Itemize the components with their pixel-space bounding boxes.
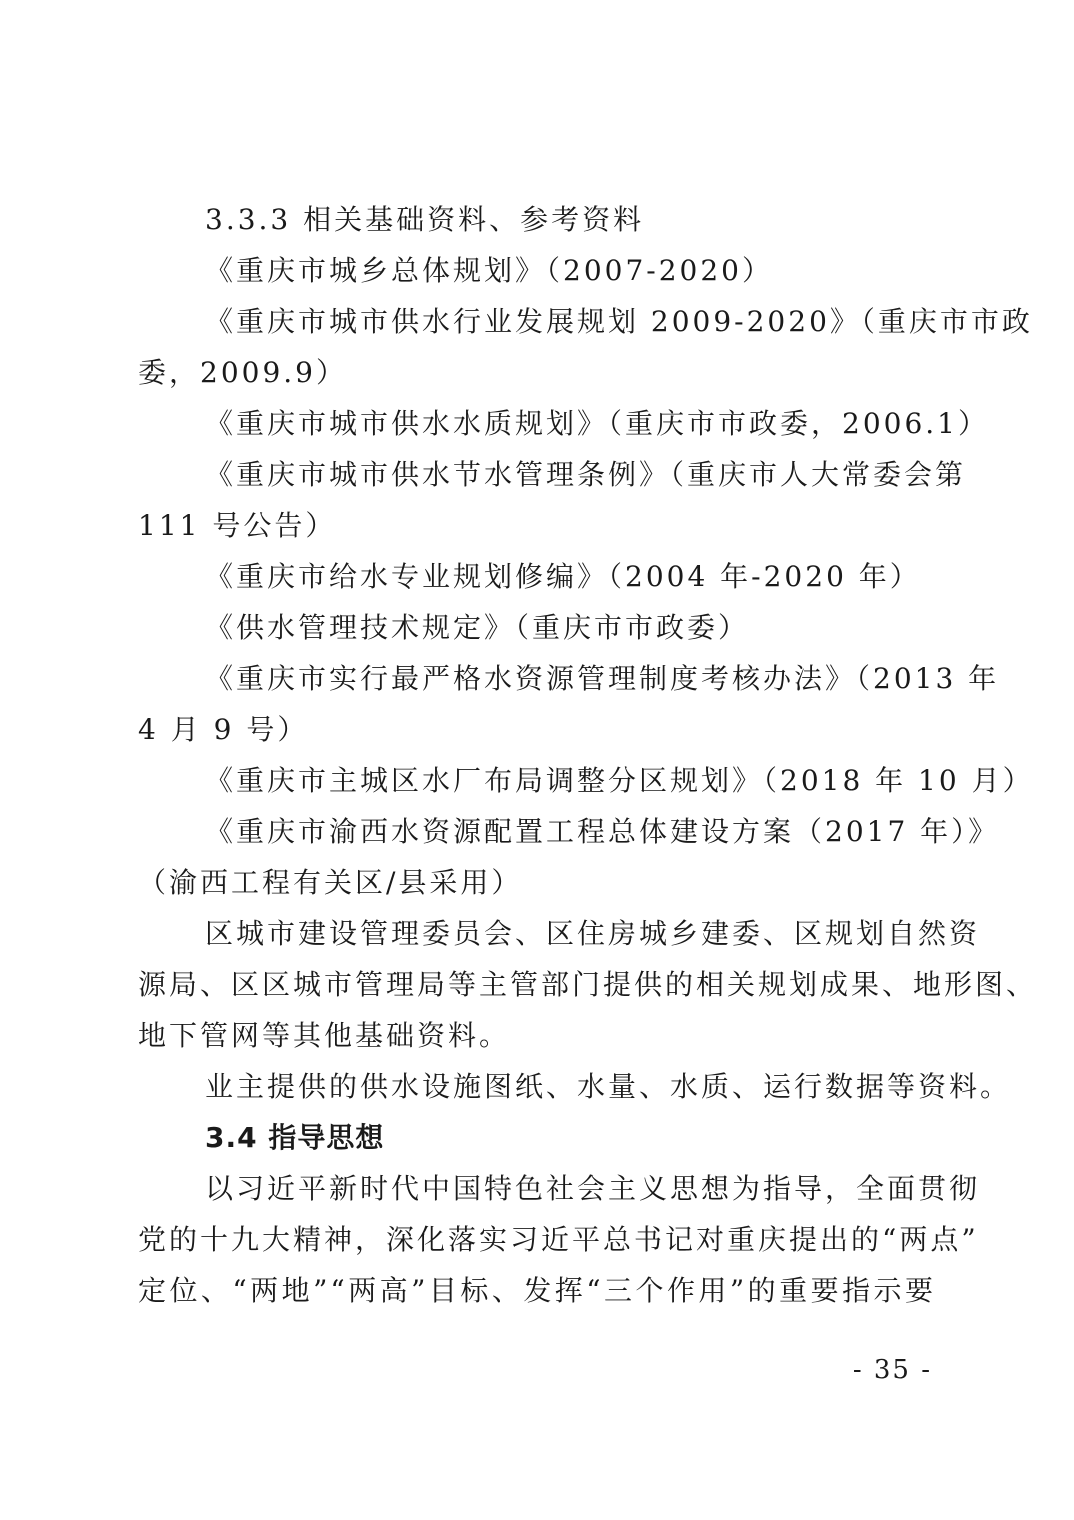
reference-item: 《重庆市城乡总体规划》（2007-2020）: [205, 254, 773, 287]
reference-item-continuation: 委，2009.9）: [138, 356, 347, 389]
reference-item: 《重庆市城市供水节水管理条例》（重庆市人大常委会第: [205, 458, 967, 491]
section-heading-3-3-3: 3.3.3 相关基础资料、参考资料: [205, 203, 645, 236]
reference-item: 《重庆市城市供水水质规划》（重庆市市政委，2006.1）: [205, 407, 989, 440]
reference-item-continuation: 111 号公告）: [138, 509, 337, 542]
reference-item-continuation: 4 月 9 号）: [138, 713, 309, 746]
paragraph-line: 党的十九大精神，深化落实习近平总书记对重庆提出的“两点”: [138, 1223, 979, 1256]
section-heading-3-4: 3.4 指导思想: [205, 1121, 385, 1154]
reference-item: 《重庆市主城区水厂布局调整分区规划》（2018 年 10 月）: [205, 764, 1034, 797]
reference-item: 《重庆市给水专业规划修编》（2004 年-2020 年）: [205, 560, 921, 593]
reference-item: 《重庆市实行最严格水资源管理制度考核办法》（2013 年: [205, 662, 1000, 695]
paragraph-line: 源局、区区城市管理局等主管部门提供的相关规划成果、地形图、: [138, 968, 1038, 1001]
paragraph-line: 区城市建设管理委员会、区住房城乡建委、区规划自然资: [205, 917, 981, 950]
reference-item: 《重庆市渝西水资源配置工程总体建设方案（2017 年）》: [205, 815, 1000, 848]
page-number: - 35 -: [852, 1355, 932, 1385]
paragraph-line: 定位、“两地”“两高”目标、发挥“三个作用”的重要指示要: [138, 1274, 936, 1307]
reference-item: 《重庆市城市供水行业发展规划 2009-2020》（重庆市市政: [205, 305, 1033, 338]
reference-item-continuation: （渝西工程有关区/县采用）: [138, 866, 523, 899]
paragraph-line: 以习近平新时代中国特色社会主义思想为指导，全面贯彻: [205, 1172, 981, 1205]
paragraph-line: 业主提供的供水设施图纸、水量、水质、运行数据等资料。: [205, 1070, 1012, 1103]
reference-item: 《供水管理技术规定》（重庆市市政委）: [205, 611, 750, 644]
paragraph-line: 地下管网等其他基础资料。: [138, 1019, 511, 1052]
